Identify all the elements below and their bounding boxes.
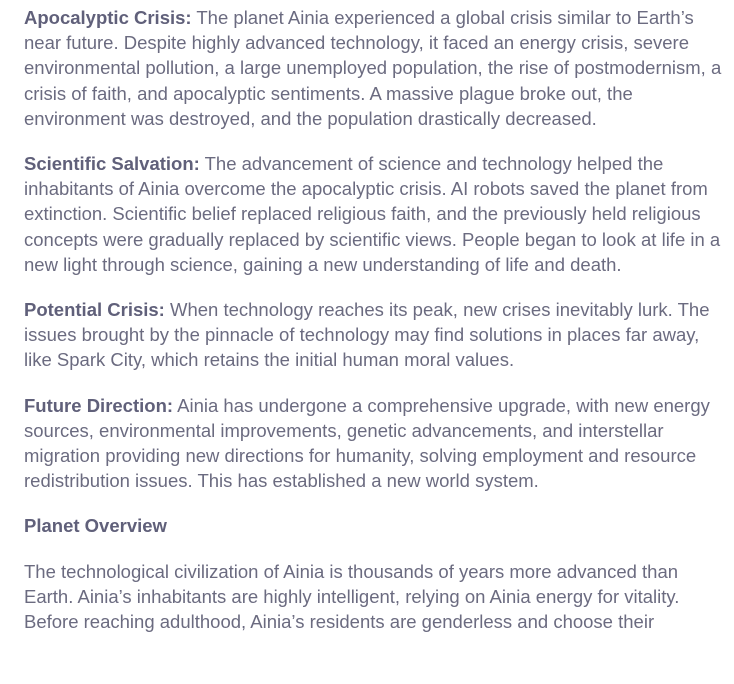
section-future-direction <box>24 393 724 494</box>
section-text: The advancement of science and technology helped the inhabitants of Ainia overcome the apocalyptic crisis. AI robots saved the planet from extinction. Scientific belief replaced religious faith, and the previously held religious concepts were gradually replaced by scientific views. People began to look at life in a new light through science, gaining a new understanding of life and death. <box>24 153 721 275</box>
planet-overview-heading: Planet Overview <box>24 515 167 537</box>
section-label: Future Direction: <box>24 394 174 416</box>
section-label: Scientific Salvation: <box>24 153 200 175</box>
section-scientific-salvation <box>24 151 724 277</box>
section-potential-crisis <box>24 297 724 373</box>
section-apocalyptic-crisis <box>24 5 724 131</box>
section-text: Ainia has undergone a comprehensive upgrade, with new energy sources, environmental improvements, genetic advancements, and interstellar migration providing new directions for humanity, solving employment and resource redistribution issues. This has established a new world system. <box>24 394 710 492</box>
section-label: Apocalyptic Crisis: <box>24 7 192 28</box>
planet-overview-text: The technological civilization of Ainia is thousands of years more advanced than Earth. Ainia’s inhabitants are highly intelligent, relying on Ainia energy for vitality. Before reaching adulthood, Ainia’s residents are genderless and choose their <box>24 560 680 633</box>
section-text: The planet Ainia experienced a global crisis similar to Earth’s near future. Despite highly advanced technology, it faced an energy crisis, severe environmental pollution, a large unemployed population, the rise of postmodernism, a crisis of faith, and apocalyptic sentiments. A massive plague broke out, the environment was destroyed, and the population drastically decreased. <box>24 7 722 129</box>
article-body <box>24 5 724 654</box>
section-label: Potential Crisis: <box>24 299 165 321</box>
section-text: When technology reaches its peak, new crises inevitably lurk. The issues brought by the pinnacle of technology may find solutions in places far away, like Spark City, which retains the initial human moral values. <box>24 299 710 371</box>
